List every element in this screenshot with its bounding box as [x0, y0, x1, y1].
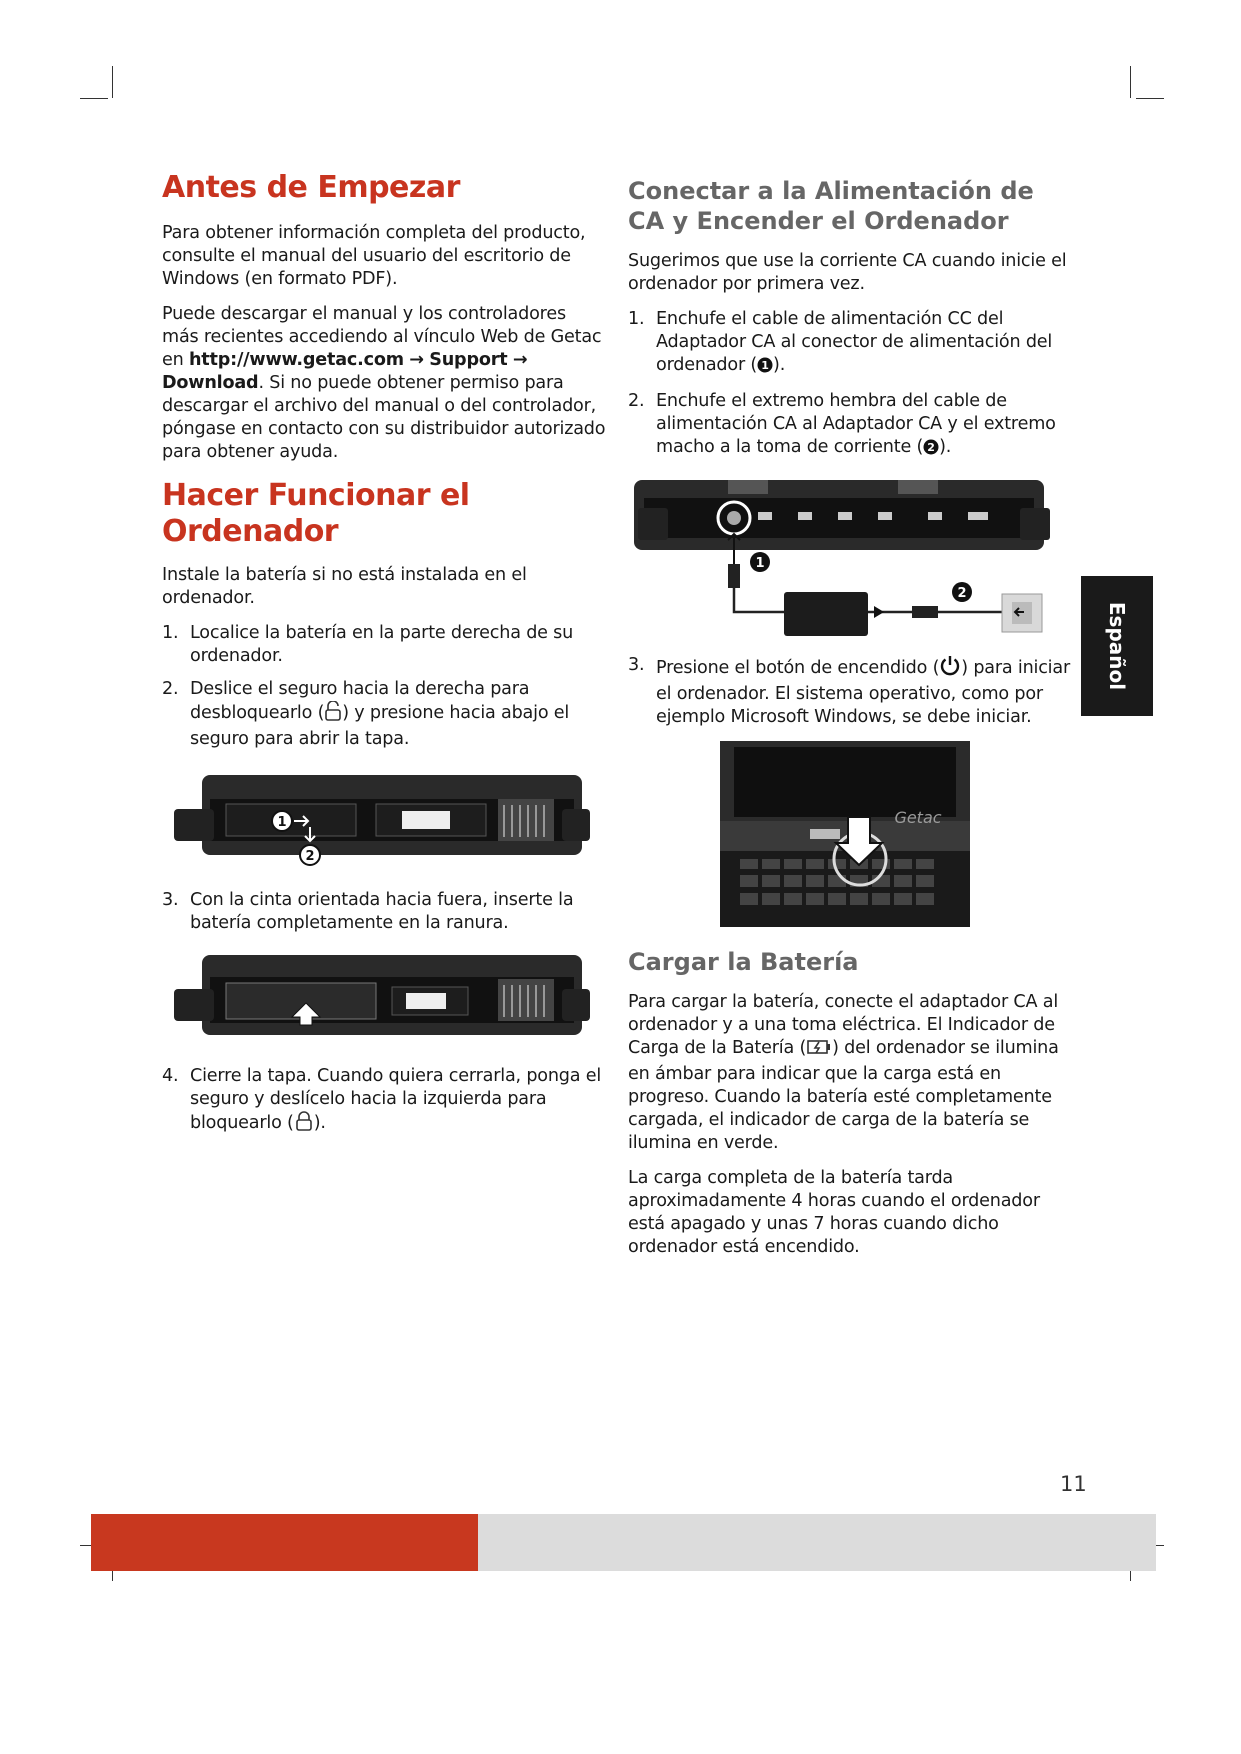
step-text: [656, 308, 1074, 380]
step-2: [628, 390, 1074, 462]
marker-1-icon: [757, 357, 773, 380]
crop-mark: [1130, 66, 1131, 98]
step-number: 3.: [162, 890, 179, 910]
step-text: [190, 1065, 606, 1138]
marker-text: 2: [927, 441, 935, 454]
text: . Si no puede obtener permiso para descargar el archivo del manual o del controlador, póngase en contacto con su distribuidor autorizado para obtener ayuda.: [162, 373, 606, 462]
marker-2-icon: [923, 439, 939, 462]
paragraph: Instale la batería si no está instalada en el ordenador.: [162, 565, 527, 608]
arrow: →: [409, 350, 424, 370]
callout-1: 1: [755, 556, 765, 571]
battery-latch-figure: [162, 769, 602, 869]
text: ) y presione hacia abajo el seguro para abrir la tapa.: [190, 703, 570, 749]
text: ) del ordenador se ilumina en ámbar para indicar que la carga está en progreso. Cuando la batería esté completamente cargada, el indicador de carga de la batería se ilumina en verde.: [628, 1038, 1059, 1153]
language-tab: [1081, 576, 1153, 716]
text: Para cargar la batería, conecte el adaptador CA al ordenador y a una toma eléctrica. El Indicador de Carga de la Batería (: [628, 992, 1059, 1058]
paragraph-charging: [628, 991, 1074, 1155]
text: Enchufe el extremo hembra del cable de alimentación CA al Adaptador CA y el extremo macho a la toma de corriente (: [656, 391, 1056, 457]
right-column: [628, 176, 1074, 1259]
text: Presione el botón de encendido (: [656, 658, 940, 678]
power-button-figure: [720, 741, 970, 927]
step-2: [162, 678, 606, 751]
callout-2: 2: [305, 849, 315, 864]
crop-mark: [1136, 98, 1164, 99]
step-1: [162, 622, 606, 668]
arrow: →: [512, 350, 528, 370]
battery-charge-icon: [806, 1038, 832, 1063]
paragraph: Para obtener información completa del producto, consulte el manual del usuario del escritorio de Windows (en formato PDF).: [162, 223, 586, 289]
download-label: Download: [162, 373, 259, 393]
paragraph: Sugerimos que use la corriente CA cuando inicie el ordenador por primera vez.: [628, 251, 1067, 294]
step-text: Localice la batería en la parte derecha de su ordenador.: [190, 623, 574, 666]
step-3: [628, 654, 1074, 729]
language-tab-label: Español: [1105, 601, 1129, 691]
footer-bar-grey: [478, 1514, 1156, 1571]
power-icon: [939, 654, 961, 683]
text: Enchufe el cable de alimentación CC del Adaptador CA al conector de alimentación del ordenador (: [656, 309, 1053, 375]
step-number: 2.: [162, 679, 179, 699]
text: Puede descargar el manual y los controladores más recientes accediendo al vínculo Web de Getac en: [162, 304, 602, 370]
ac-adapter-figure: [628, 476, 1068, 646]
step-text: [656, 390, 1074, 462]
section-title-conectar: Conectar a la Alimentación de CA y Encender el Ordenador: [628, 177, 1034, 235]
unlock-icon: [324, 701, 342, 728]
section-title-cargar: Cargar la Batería: [628, 948, 859, 976]
paragraph: La carga completa de la batería tarda aproximadamente 4 horas cuando el ordenador está apagado y unas 7 horas cuando dicho ordenador está encendido.: [628, 1168, 1040, 1257]
crop-mark: [80, 98, 108, 99]
section-title-hacer: Hacer Funcionar el Ordenador: [162, 478, 470, 549]
step-number: 4.: [162, 1066, 179, 1086]
section-title-antes: Antes de Empezar: [162, 170, 460, 205]
callout-1: 1: [277, 815, 287, 830]
text: ).: [939, 437, 952, 457]
callout-2: 2: [957, 586, 967, 601]
getac-link[interactable]: http://www.getac.com: [188, 350, 404, 370]
support-label: Support: [429, 350, 508, 370]
step-number: 1.: [162, 623, 179, 643]
page-number: 11: [1060, 1472, 1087, 1496]
step-text: Con la cinta orientada hacia fuera, inserte la batería completamente en la ranura.: [190, 890, 574, 933]
left-column: [162, 170, 606, 1138]
step-text: [656, 654, 1074, 729]
crop-mark: [112, 66, 113, 98]
step-number: 2.: [628, 391, 645, 411]
text: ) para iniciar el ordenador. El sistema operativo, como por ejemplo Microsoft Windows, se debe iniciar.: [656, 658, 1070, 727]
step-number: 1.: [628, 309, 645, 329]
step-text: [190, 678, 606, 751]
step-1: [628, 308, 1074, 380]
marker-text: 1: [761, 359, 769, 372]
lock-icon: [294, 1111, 314, 1138]
battery-insert-figure: [162, 949, 602, 1049]
step-number: 3.: [628, 655, 645, 675]
text: ).: [313, 1113, 326, 1133]
footer-bar-red: [91, 1514, 478, 1571]
step-3: [162, 889, 606, 935]
text: Deslice el seguro hacia la derecha para desbloquearlo (: [190, 679, 530, 723]
paragraph-download: [162, 303, 606, 464]
text: Cierre la tapa. Cuando quiera cerrarla, ponga el seguro y deslícelo hacia la izquierda para bloquearlo (: [190, 1066, 602, 1133]
brand-logo: Getac: [894, 808, 942, 827]
text: ).: [773, 355, 786, 375]
step-4: [162, 1065, 606, 1138]
